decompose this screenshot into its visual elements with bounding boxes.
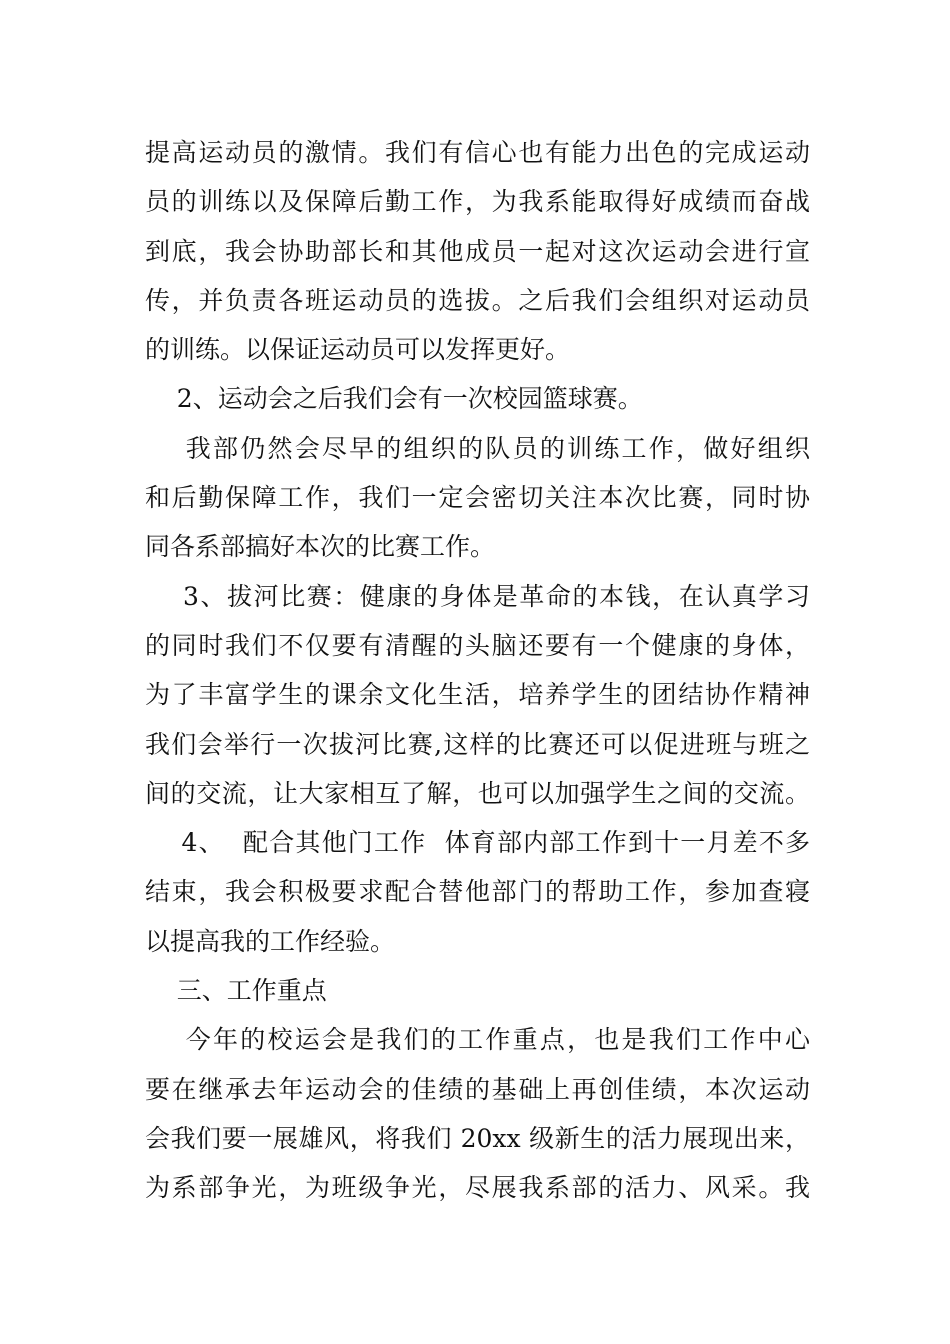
section-item-2: 2、运动会之后我们会有一次校园篮球赛。: [145, 384, 643, 414]
text-line: 同各系部搞好本次的比赛工作。: [145, 532, 496, 562]
section-item-3: 3、拔河比赛：健康的身体是革命的本钱，在认真学习: [145, 581, 810, 611]
text-line: 今年的校运会是我们的工作重点，也是我们工作中心: [145, 1025, 810, 1055]
text-line: 我部仍然会尽早的组织的队员的训练工作，做好组织: [145, 433, 810, 463]
text-line: 为了丰富学生的课余文化生活，培养学生的团结协作精神: [145, 680, 810, 710]
section-item-4: 4、 配合其他门工作 体育部内部工作到十一月差不多: [145, 828, 810, 858]
text-line: 到底，我会协助部长和其他成员一起对这次运动会进行宣: [145, 236, 810, 266]
text-line: 结束，我会积极要求配合替他部门的帮助工作，参加查寝: [145, 877, 810, 907]
text-line: 要在继承去年运动会的佳绩的基础上再创佳绩，本次运动: [145, 1074, 810, 1104]
text-line: 提高运动员的激情。我们有信心也有能力出色的完成运动: [145, 138, 810, 167]
text-line: 我们会举行一次拔河比赛,这样的比赛还可以促进班与班之: [145, 729, 810, 759]
text-line: 的同时我们不仅要有清醒的头脑还要有一个健康的身体，: [145, 630, 810, 660]
text-line: 的训练。以保证运动员可以发挥更好。: [145, 335, 571, 365]
text-line: 为系部争光，为班级争光，尽展我系部的活力、风采。我: [145, 1173, 810, 1203]
text-line: 传，并负责各班运动员的选拔。之后我们会组织对运动员: [145, 285, 810, 315]
section-heading: 三、工作重点: [145, 976, 327, 1006]
text-line: 和后勤保障工作，我们一定会密切关注本次比赛，同时协: [145, 483, 810, 513]
text-line: 间的交流，让大家相互了解，也可以加强学生之间的交流。: [145, 778, 810, 808]
text-line: 会我们要一展雄风，将我们 20xx 级新生的活力展现出来，: [145, 1123, 810, 1153]
document-body: [145, 128, 810, 1213]
text-line: 以提高我的工作经验。: [145, 926, 396, 956]
text-line: 员的训练以及保障后勤工作，为我系能取得好成绩而奋战: [145, 187, 810, 217]
